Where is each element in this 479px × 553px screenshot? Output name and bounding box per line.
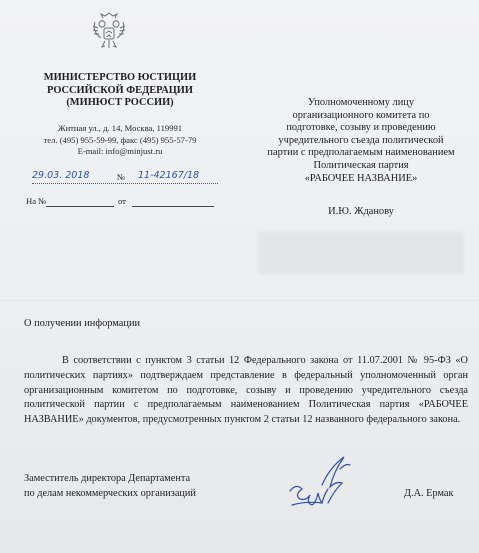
ministry-name — [22, 72, 218, 110]
address-line: Житная ул., д. 14, Москва, 119991 — [57, 123, 183, 133]
ministry-address — [22, 123, 218, 158]
registration-line — [26, 172, 226, 186]
recipient-line: «РАБОЧЕЕ НАЗВАНИЕ» — [304, 172, 418, 184]
reference-number-blank — [46, 206, 114, 207]
registration-number: 11-42167/18 — [138, 170, 200, 181]
registration-underline — [32, 183, 218, 184]
ministry-line: (МИНЮСТ РОССИИ) — [66, 97, 174, 108]
recipient-line: партии с предполагаемым наименованием — [267, 147, 455, 159]
address-line: тел. (495) 955-59-99, факс (495) 955-57-79 — [43, 134, 197, 145]
reference-date-label: от — [118, 196, 126, 206]
recipient-block — [262, 97, 460, 185]
paper-fold — [0, 300, 479, 301]
recipient-line: Уполномоченному лицу — [307, 97, 415, 108]
handwritten-signature — [282, 455, 364, 517]
signer-position-line: Заместитель директора Департамента — [24, 473, 191, 484]
reference-date-blank — [132, 206, 214, 207]
registration-number-label: № — [117, 172, 126, 182]
recipient-line: учредительного съезда политической — [278, 134, 444, 146]
signer-position-line: по делам некоммерческих организаций — [24, 487, 196, 499]
reference-number-label: На № — [26, 196, 47, 206]
recipient-name: И.Ю. Жданову — [328, 206, 394, 217]
russian-coat-of-arms-icon — [91, 12, 127, 52]
letter-subject: О получении информации — [24, 318, 141, 329]
recipient-line: Политическая партия — [313, 159, 409, 171]
letter-body: В соответствии с пунктом 3 статьи 12 Федерального закона от 11.07.2001 № 95-ФЗ «О политических партиях» подтверждаем представление в федеральный уполномоченный орган организационным комитетом по подготовке, созыву и проведению учредительного съезда политической партии с предполагаемым наименованием Политическая партия «РАБОЧЕЕ НАЗВАНИЕ» документов, предусмотренных пунктом 2 статьи 12 названного федерального закона. — [24, 355, 468, 426]
recipient-line: подготовке, созыву и проведению — [286, 122, 436, 134]
registration-date: 29.03. 2018 — [32, 170, 90, 181]
reference-line — [26, 196, 226, 210]
signer-name: Д.А. Ермак — [404, 488, 454, 499]
ministry-line: РОССИЙСКОЙ ФЕДЕРАЦИИ — [47, 84, 193, 96]
ministry-line: МИНИСТЕРСТВО ЮСТИЦИИ — [43, 72, 197, 83]
address-line: E-mail: info@minjust.ru — [77, 146, 163, 156]
signer-position — [24, 472, 196, 501]
redacted-address — [258, 232, 464, 274]
recipient-line: организационного комитета по — [292, 109, 430, 121]
